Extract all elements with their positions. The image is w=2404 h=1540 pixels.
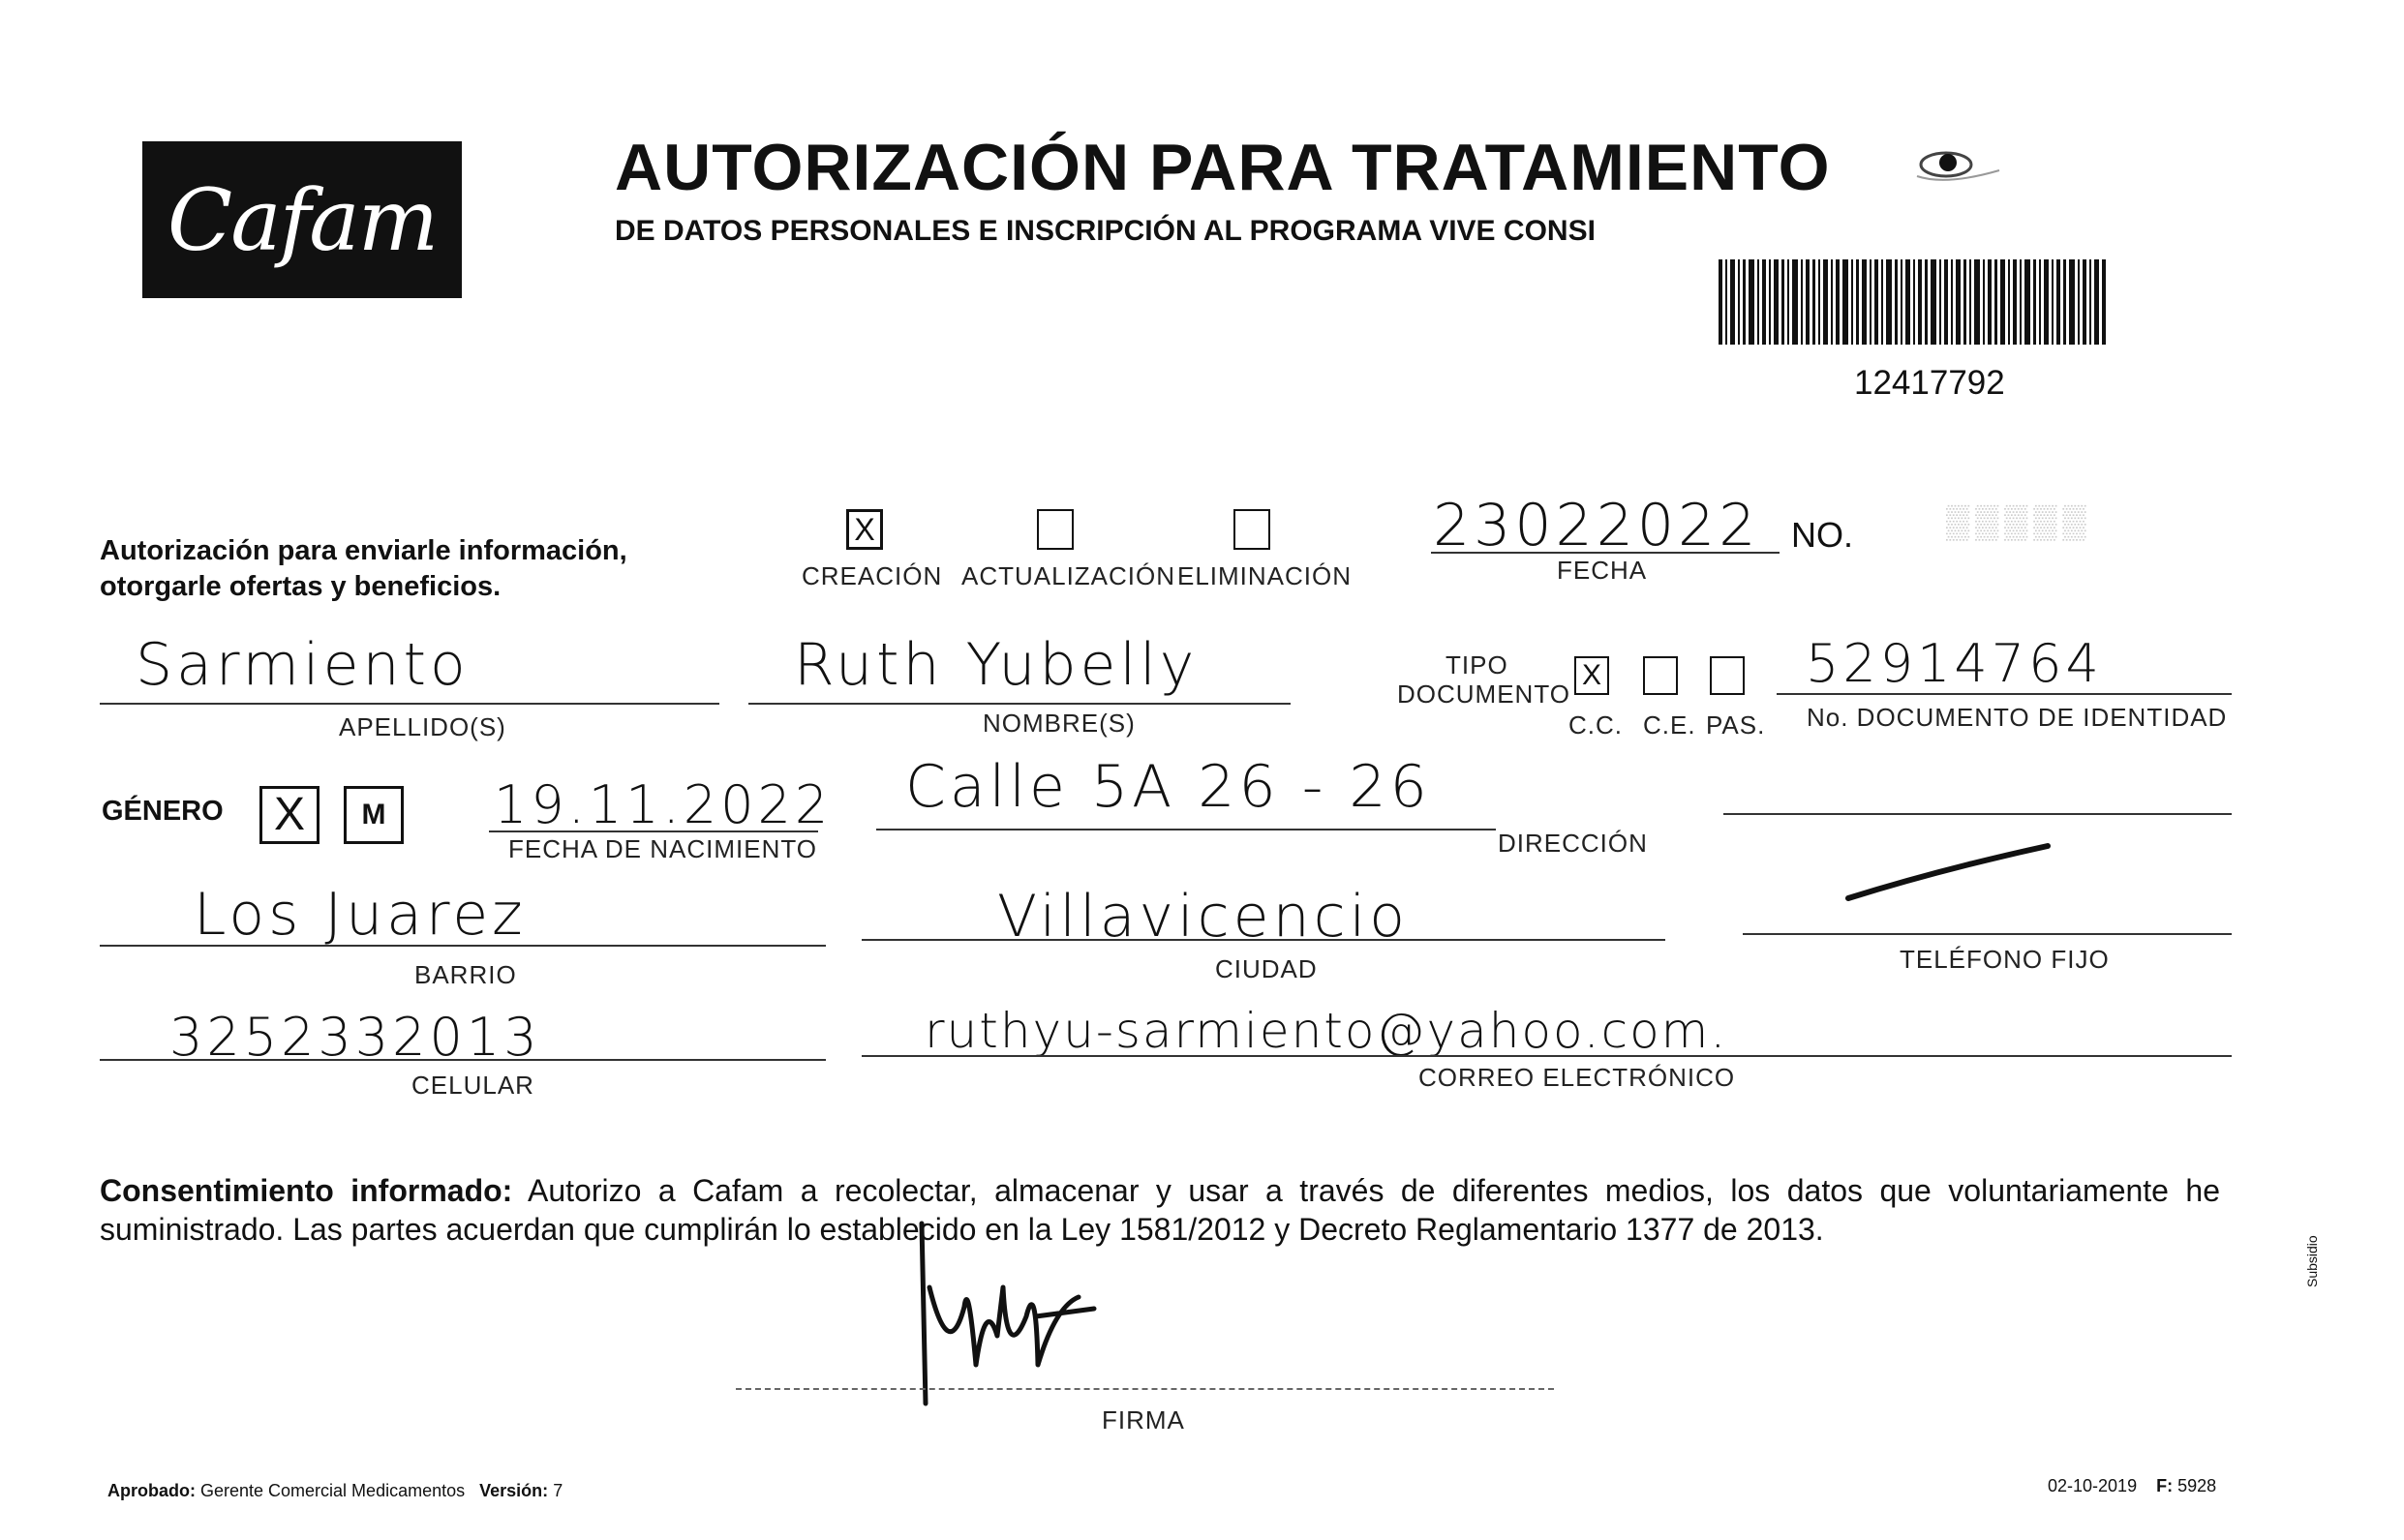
checkbox-creacion[interactable]: X <box>846 509 883 550</box>
eye-stamp-icon <box>1907 141 2014 199</box>
checkbox-actualizacion[interactable] <box>1037 509 1074 550</box>
nacimiento-value[interactable]: 19.11.2022 <box>494 774 833 835</box>
f-label: F: <box>2156 1476 2174 1495</box>
correo-label: CORREO ELECTRÓNICO <box>1418 1063 1736 1092</box>
direccion-line-1 <box>876 829 1496 830</box>
vertical-subsidio-text: Subsidio <box>2304 1235 2320 1287</box>
celular-value[interactable]: 3252332013 <box>169 1007 541 1068</box>
telefono-line <box>1743 933 2232 935</box>
consent-bold: Consentimiento informado: <box>100 1173 513 1208</box>
apellidos-value[interactable]: Sarmiento <box>136 631 470 699</box>
authorization-text-line2: otorgarle ofertas y beneficios. <box>100 571 502 602</box>
aprobado-label: Aprobado: <box>107 1481 196 1500</box>
barrio-line <box>100 945 826 947</box>
checkbox-genero-m[interactable]: M <box>344 786 404 844</box>
checkbox-cc[interactable]: X <box>1574 656 1609 695</box>
firma-label: FIRMA <box>1102 1405 1185 1434</box>
nacimiento-line <box>489 830 818 832</box>
footer-left <box>107 1481 563 1501</box>
telefono-dash-mark <box>1844 840 2057 908</box>
checkbox-genero-f[interactable]: X <box>259 786 320 844</box>
form-subtitle: DE DATOS PERSONALES E INSCRIPCIÓN AL PROGRAMA VIVE CONSI <box>615 215 1596 247</box>
fecha-label: FECHA <box>1557 556 1648 585</box>
no-label: NO. <box>1791 515 1854 555</box>
consent-text: Autorizo a Cafam a recolectar, almacenar y usar a través de diferentes medios, los datos que voluntariamente he suministrado. Las partes acuerdan que cumplirán lo establecido en la Ley 1581/2012 y Decreto Reglamentario 1377 de 2013. <box>100 1173 2221 1247</box>
fecha-value[interactable]: 23022022 <box>1433 492 1760 559</box>
apellidos-line <box>100 703 719 705</box>
f-value: 5928 <box>2177 1476 2217 1495</box>
form-title: AUTORIZACIÓN PARA TRATAMIENTO <box>615 131 1831 204</box>
option-creacion-label: CREACIÓN <box>802 561 943 590</box>
barrio-label: BARRIO <box>414 960 517 989</box>
documento-label: No. DOCUMENTO DE IDENTIDAD <box>1807 703 2228 732</box>
nombres-label: NOMBRE(S) <box>983 709 1136 738</box>
barcode-number: 12417792 <box>1854 364 2005 402</box>
ce-label: C.E. <box>1643 710 1696 740</box>
checkbox-pas[interactable] <box>1710 656 1745 695</box>
documento-tipo-label: DOCUMENTO <box>1397 679 1570 709</box>
cc-label: C.C. <box>1568 710 1623 740</box>
logo-text: Cafam <box>167 169 438 270</box>
consent-paragraph <box>100 1171 2220 1249</box>
signature <box>871 1220 1123 1413</box>
celular-line <box>100 1059 826 1061</box>
nombres-line <box>748 703 1291 705</box>
footer-right <box>2048 1476 2216 1496</box>
version-label: Versión: <box>479 1481 549 1500</box>
documento-line <box>1777 693 2232 695</box>
direccion-label: DIRECCIÓN <box>1498 829 1648 858</box>
direccion-line-2 <box>1723 813 2232 815</box>
footer-date: 02-10-2019 <box>2048 1476 2138 1495</box>
pas-label: PAS. <box>1706 710 1766 740</box>
nombres-value[interactable]: Ruth Yubelly <box>794 631 1199 699</box>
apellidos-label: APELLIDO(S) <box>339 712 506 741</box>
checkbox-eliminacion[interactable] <box>1233 509 1270 550</box>
direccion-value[interactable]: Calle 5A 26 - 26 <box>905 753 1431 821</box>
signature-line <box>736 1388 1554 1390</box>
correo-line <box>862 1055 2232 1057</box>
telefono-label: TELÉFONO FIJO <box>1900 945 2110 974</box>
checkbox-ce[interactable] <box>1643 656 1678 695</box>
option-actualizacion-label: ACTUALIZACIÓN <box>961 561 1176 590</box>
documento-value[interactable]: 52914764 <box>1806 633 2103 694</box>
nacimiento-label: FECHA DE NACIMIENTO <box>508 834 818 863</box>
tipo-label: TIPO <box>1445 650 1508 679</box>
aprobado-value: Gerente Comercial Medicamentos <box>200 1481 466 1500</box>
celular-label: CELULAR <box>411 1071 534 1100</box>
ciudad-line <box>862 939 1665 941</box>
correo-value[interactable]: ruthyu-sarmiento@yahoo.com. <box>925 1003 1728 1059</box>
ciudad-label: CIUDAD <box>1215 954 1318 983</box>
barcode <box>1719 259 2106 345</box>
fecha-line <box>1431 552 1780 554</box>
option-eliminacion-label: ELIMINACIÓN <box>1177 561 1353 590</box>
serial-number-faded: ▒▒▒▒▒ <box>1946 503 2092 540</box>
genero-label: GÉNERO <box>102 796 224 827</box>
version-value: 7 <box>553 1481 563 1500</box>
cafam-logo <box>142 141 462 298</box>
authorization-text-line1: Autorización para enviarle información, <box>100 535 627 566</box>
ciudad-value[interactable]: Villavicencio <box>997 883 1409 951</box>
barrio-value[interactable]: Los Juarez <box>194 881 527 949</box>
